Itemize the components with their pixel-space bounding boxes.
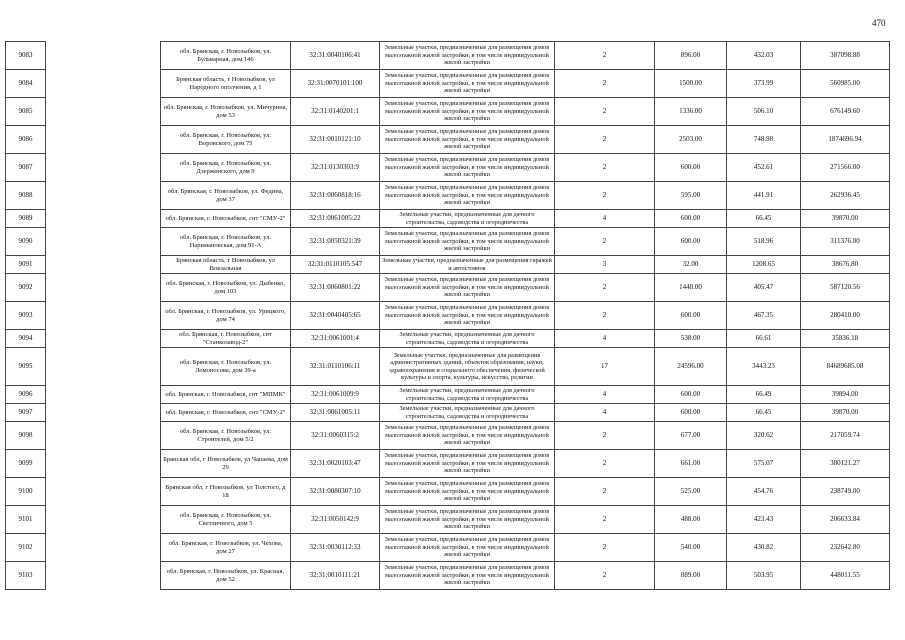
- spacer-cell: [46, 302, 161, 330]
- specific-value-cell: 66.49: [727, 386, 801, 404]
- land-use-cell: Земельные участки, предназначенные для размещения домов малоэтажной жилой застройки, в том числе индивидуальной жилой застройки: [380, 562, 555, 590]
- table-row: [6, 506, 890, 534]
- land-use-cell: Земельные участки, предназначенные для размещения домов малоэтажной жилой застройки, в том числе индивидуальной жилой застройки: [380, 302, 555, 330]
- use-group-cell: 4: [555, 330, 655, 348]
- row-number: 9087: [6, 154, 46, 182]
- cadastral-value-cell: 380121.27: [801, 450, 890, 478]
- row-number: 9092: [6, 274, 46, 302]
- spacer-cell: [46, 228, 161, 256]
- cadastral-value-cell: 560985.00: [801, 70, 890, 98]
- spacer-cell: [46, 42, 161, 70]
- row-number: 9100: [6, 478, 46, 506]
- address-cell: Брянская область, г Новозыбков, ул Вокзальная: [161, 256, 291, 274]
- use-group-cell: 2: [555, 506, 655, 534]
- cadastral-value-cell: 271566.00: [801, 154, 890, 182]
- specific-value-cell: 503.95: [727, 562, 801, 590]
- address-cell: Брянская обл, г Новозыбков, ул Толстого, д 18: [161, 478, 291, 506]
- use-group-cell: 4: [555, 386, 655, 404]
- use-group-cell: 2: [555, 422, 655, 450]
- cadastral-number-cell: 32:31:0140201:1: [291, 98, 380, 126]
- row-number: 9086: [6, 126, 46, 154]
- row-number: 9102: [6, 534, 46, 562]
- table-row: [6, 348, 890, 386]
- specific-value-cell: 430.82: [727, 534, 801, 562]
- specific-value-cell: 575.07: [727, 450, 801, 478]
- table-row: [6, 154, 890, 182]
- table-row: [6, 98, 890, 126]
- specific-value-cell: 432.03: [727, 42, 801, 70]
- cadastral-number-cell: 32:31:0061005:11: [291, 404, 380, 422]
- address-cell: Брянская обл, г Новозыбков, ул Чапаева, дом 29: [161, 450, 291, 478]
- cadastral-number-cell: 32:31:0080307:10: [291, 478, 380, 506]
- row-number: 9083: [6, 42, 46, 70]
- table-row: [6, 228, 890, 256]
- spacer-cell: [46, 534, 161, 562]
- address-cell: обл. Брянская, г. Новозыбков, ул. Строителей, дом 5/2: [161, 422, 291, 450]
- cadastral-number-cell: 32:31:0110105:547: [291, 256, 380, 274]
- area-cell: 1448.00: [655, 274, 727, 302]
- land-use-cell: Земельные участки, предназначенные для размещения домов малоэтажной жилой застройки, в том числе индивидуальной жилой застройки: [380, 506, 555, 534]
- area-cell: 677.00: [655, 422, 727, 450]
- cadastral-value-cell: 587120.56: [801, 274, 890, 302]
- row-number: 9097: [6, 404, 46, 422]
- use-group-cell: 2: [555, 302, 655, 330]
- cadastral-value-cell: 280410.00: [801, 302, 890, 330]
- spacer-cell: [46, 126, 161, 154]
- specific-value-cell: 748.98: [727, 126, 801, 154]
- table-row: [6, 562, 890, 590]
- spacer-cell: [46, 404, 161, 422]
- spacer-cell: [46, 450, 161, 478]
- cadastral-value-cell: 232642.80: [801, 534, 890, 562]
- specific-value-cell: 467.35: [727, 302, 801, 330]
- address-cell: обл. Брянская, г. Новозыбков, снт "МПМК": [161, 386, 291, 404]
- use-group-cell: 2: [555, 274, 655, 302]
- area-cell: 32.00: [655, 256, 727, 274]
- spacer-cell: [46, 98, 161, 126]
- land-use-cell: Земельные участки, предназначенные для дачного строительства, садоводства и огородничества: [380, 210, 555, 228]
- specific-value-cell: 441.91: [727, 182, 801, 210]
- table-row: [6, 210, 890, 228]
- table-row: [6, 330, 890, 348]
- cadastral-value-cell: 262936.45: [801, 182, 890, 210]
- area-cell: 600.00: [655, 154, 727, 182]
- land-use-cell: Земельные участки, предназначенные для размещения домов малоэтажной жилой застройки, в том числе индивидуальной жилой застройки: [380, 182, 555, 210]
- spacer-cell: [46, 330, 161, 348]
- land-use-cell: Земельные участки, предназначенные для размещения домов малоэтажной жилой застройки, в том числе индивидуальной жилой застройки: [380, 154, 555, 182]
- specific-value-cell: 518.96: [727, 228, 801, 256]
- area-cell: 600.00: [655, 404, 727, 422]
- cadastral-value-cell: 217059.74: [801, 422, 890, 450]
- land-use-cell: Земельные участки, предназначенные для размещения домов малоэтажной жилой застройки, в том числе индивидуальной жилой застройки: [380, 228, 555, 256]
- use-group-cell: 17: [555, 348, 655, 386]
- cadastral-number-cell: 32:31:0030112:33: [291, 534, 380, 562]
- use-group-cell: 2: [555, 562, 655, 590]
- area-cell: 600.00: [655, 386, 727, 404]
- specific-value-cell: 3443.23: [727, 348, 801, 386]
- table-row: [6, 274, 890, 302]
- specific-value-cell: 373.99: [727, 70, 801, 98]
- cadastral-value-cell: 311376.00: [801, 228, 890, 256]
- cadastral-value-cell: 448011.55: [801, 562, 890, 590]
- cadastral-number-cell: 32:31:0061005:22: [291, 210, 380, 228]
- spacer-cell: [46, 70, 161, 98]
- cadastral-number-cell: 32:31:0050321:39: [291, 228, 380, 256]
- land-use-cell: Земельные участки, предназначенные для размещения домов малоэтажной жилой застройки, в том числе индивидуальной жилой застройки: [380, 42, 555, 70]
- table-row: [6, 182, 890, 210]
- use-group-cell: 2: [555, 126, 655, 154]
- area-cell: 600.00: [655, 302, 727, 330]
- row-number: 9103: [6, 562, 46, 590]
- address-cell: обл. Брянская, г. Новозыбков, ул. Мичурина, дом 53: [161, 98, 291, 126]
- area-cell: 2503.00: [655, 126, 727, 154]
- row-number: 9098: [6, 422, 46, 450]
- table-row: [6, 70, 890, 98]
- land-use-cell: Земельные участки, предназначенные для размещения гаражей и автостоянок: [380, 256, 555, 274]
- table-row: [6, 256, 890, 274]
- area-cell: 540.00: [655, 534, 727, 562]
- cadastral-value-cell: 1874696.94: [801, 126, 890, 154]
- table-row: [6, 386, 890, 404]
- table-row: [6, 302, 890, 330]
- cadastral-value-cell: 206633.84: [801, 506, 890, 534]
- address-cell: обл. Брянская, г. Новозыбков, ул. Урицкого, дом 74: [161, 302, 291, 330]
- address-cell: обл. Брянская, г. Новозыбков, ул. Чехова, дом 27: [161, 534, 291, 562]
- use-group-cell: 2: [555, 182, 655, 210]
- table-row: [6, 126, 890, 154]
- specific-value-cell: 1208.65: [727, 256, 801, 274]
- cadastral-value-table: [5, 41, 890, 590]
- cadastral-value-cell: 39870.00: [801, 210, 890, 228]
- address-cell: обл. Брянская, г. Новозыбков, ул. Ломоносова, дом 39-а: [161, 348, 291, 386]
- land-use-cell: Земельные участки, предназначенные для дачного строительства, садоводства и огородничества: [380, 404, 555, 422]
- row-number: 9088: [6, 182, 46, 210]
- land-use-cell: Земельные участки, предназначенные для размещения домов малоэтажной жилой застройки, в том числе индивидуальной жилой застройки: [380, 450, 555, 478]
- row-number: 9089: [6, 210, 46, 228]
- area-cell: 600.00: [655, 210, 727, 228]
- area-cell: 1500.00: [655, 70, 727, 98]
- cadastral-number-cell: 32:31:0061001:4: [291, 330, 380, 348]
- use-group-cell: 2: [555, 478, 655, 506]
- address-cell: обл. Брянская, г. Новозыбков, ул. Бульварная, дом 146: [161, 42, 291, 70]
- spacer-cell: [46, 274, 161, 302]
- spacer-cell: [46, 210, 161, 228]
- land-use-cell: Земельные участки, предназначенные для размещения административных зданий, объектов образования, науки, здравоохранения и социального обеспечения, физической культуры и спорта, культуры, искусства, религии: [380, 348, 555, 386]
- cadastral-value-cell: 676149.60: [801, 98, 890, 126]
- use-group-cell: 2: [555, 534, 655, 562]
- land-use-cell: Земельные участки, предназначенные для размещения домов малоэтажной жилой застройки, в том числе индивидуальной жилой застройки: [380, 126, 555, 154]
- spacer-cell: [46, 256, 161, 274]
- specific-value-cell: 320.62: [727, 422, 801, 450]
- land-use-cell: Земельные участки, предназначенные для размещения домов малоэтажной жилой застройки, в том числе индивидуальной жилой застройки: [380, 274, 555, 302]
- row-number: 9091: [6, 256, 46, 274]
- address-cell: обл. Брянская, г. Новозыбков, ул. Воровского, дом 75: [161, 126, 291, 154]
- table-row: [6, 450, 890, 478]
- specific-value-cell: 452.61: [727, 154, 801, 182]
- cadastral-number-cell: 32:31:0061009:9: [291, 386, 380, 404]
- table-row: [6, 478, 890, 506]
- specific-value-cell: 454.76: [727, 478, 801, 506]
- land-use-cell: Земельные участки, предназначенные для дачного строительства, садоводства и огородничества: [380, 386, 555, 404]
- cadastral-number-cell: 32:31:0070101:100: [291, 70, 380, 98]
- table-row: [6, 42, 890, 70]
- cadastral-number-cell: 32:31:0110106:11: [291, 348, 380, 386]
- row-number: 9095: [6, 348, 46, 386]
- area-cell: 896.00: [655, 42, 727, 70]
- address-cell: обл. Брянская, г. Новозыбков, ул. Наримановская, дом 91-А: [161, 228, 291, 256]
- row-number: 9085: [6, 98, 46, 126]
- cadastral-number-cell: 32:31:0050142:9: [291, 506, 380, 534]
- use-group-cell: 2: [555, 228, 655, 256]
- cadastral-number-cell: 32:31:0060818:16: [291, 182, 380, 210]
- spacer-cell: [46, 506, 161, 534]
- cadastral-number-cell: 32:31:0060315:2: [291, 422, 380, 450]
- specific-value-cell: 66.45: [727, 404, 801, 422]
- use-group-cell: 2: [555, 450, 655, 478]
- spacer-cell: [46, 422, 161, 450]
- row-number: 9084: [6, 70, 46, 98]
- cadastral-value-cell: 238749.00: [801, 478, 890, 506]
- address-cell: Брянская область, г Новозыбков, ул Народного ополчения, д 1: [161, 70, 291, 98]
- address-cell: обл. Брянская, г. Новозыбков, ул. Красная, дом 52: [161, 562, 291, 590]
- cadastral-number-cell: 32:31:0130303:9: [291, 154, 380, 182]
- land-use-cell: Земельные участки, предназначенные для размещения домов малоэтажной жилой застройки, в том числе индивидуальной жилой застройки: [380, 70, 555, 98]
- specific-value-cell: 66.61: [727, 330, 801, 348]
- cadastral-value-cell: 39870.00: [801, 404, 890, 422]
- table-body: [6, 42, 890, 590]
- table-row: [6, 422, 890, 450]
- specific-value-cell: 423.43: [727, 506, 801, 534]
- area-cell: 661.00: [655, 450, 727, 478]
- specific-value-cell: 405.47: [727, 274, 801, 302]
- use-group-cell: 3: [555, 256, 655, 274]
- cadastral-number-cell: 32:31:0010121:10: [291, 126, 380, 154]
- address-cell: обл. Брянская, г. Новозыбков, снт "Станкозавод-2": [161, 330, 291, 348]
- spacer-cell: [46, 478, 161, 506]
- cadastral-value-cell: 84689685.08: [801, 348, 890, 386]
- area-cell: 488.00: [655, 506, 727, 534]
- land-use-cell: Земельные участки, предназначенные для дачного строительства, садоводства и огородничества: [380, 330, 555, 348]
- area-cell: 24596.00: [655, 348, 727, 386]
- spacer-cell: [46, 182, 161, 210]
- row-number: 9096: [6, 386, 46, 404]
- row-number: 9090: [6, 228, 46, 256]
- cadastral-value-cell: 387098.88: [801, 42, 890, 70]
- specific-value-cell: 66.45: [727, 210, 801, 228]
- row-number: 9093: [6, 302, 46, 330]
- land-use-cell: Земельные участки, предназначенные для размещения домов малоэтажной жилой застройки, в том числе индивидуальной жилой застройки: [380, 534, 555, 562]
- use-group-cell: 2: [555, 70, 655, 98]
- use-group-cell: 2: [555, 154, 655, 182]
- row-number: 9101: [6, 506, 46, 534]
- specific-value-cell: 506.10: [727, 98, 801, 126]
- area-cell: 595.00: [655, 182, 727, 210]
- address-cell: обл. Брянская, г. Новозыбков, ул. Светличного, дом 5: [161, 506, 291, 534]
- area-cell: 1336.00: [655, 98, 727, 126]
- cadastral-number-cell: 32:31:0020103:47: [291, 450, 380, 478]
- area-cell: 525.00: [655, 478, 727, 506]
- spacer-cell: [46, 386, 161, 404]
- spacer-cell: [46, 348, 161, 386]
- spacer-cell: [46, 154, 161, 182]
- area-cell: 600.00: [655, 228, 727, 256]
- address-cell: обл. Брянская, г. Новозыбков, ул. Федина, дом 37: [161, 182, 291, 210]
- address-cell: обл. Брянская, г. Новозыбков, ул. Дзержинского, дом 9: [161, 154, 291, 182]
- use-group-cell: 2: [555, 98, 655, 126]
- page-number: 470: [872, 18, 886, 28]
- cadastral-number-cell: 32:31:0060801:22: [291, 274, 380, 302]
- address-cell: обл. Брянская, г. Новозыбков, ул. Дыбенко, дом 103: [161, 274, 291, 302]
- row-number: 9094: [6, 330, 46, 348]
- cadastral-number-cell: 32:31:0040405:65: [291, 302, 380, 330]
- land-use-cell: Земельные участки, предназначенные для размещения домов малоэтажной жилой застройки, в том числе индивидуальной жилой застройки: [380, 98, 555, 126]
- cadastral-value-cell: 39894.00: [801, 386, 890, 404]
- use-group-cell: 2: [555, 42, 655, 70]
- land-use-cell: Земельные участки, предназначенные для размещения домов малоэтажной жилой застройки, в том числе индивидуальной жилой застройки: [380, 422, 555, 450]
- cadastral-number-cell: 32:31:0040106:41: [291, 42, 380, 70]
- cadastral-value-cell: 35836.18: [801, 330, 890, 348]
- use-group-cell: 4: [555, 404, 655, 422]
- cadastral-number-cell: 32:31:0010111:21: [291, 562, 380, 590]
- use-group-cell: 4: [555, 210, 655, 228]
- area-cell: 889.00: [655, 562, 727, 590]
- address-cell: обл. Брянская, г. Новозыбков, снт "СМУ-2": [161, 210, 291, 228]
- cadastral-value-cell: 38676.80: [801, 256, 890, 274]
- row-number: 9099: [6, 450, 46, 478]
- area-cell: 538.00: [655, 330, 727, 348]
- land-use-cell: Земельные участки, предназначенные для размещения домов малоэтажной жилой застройки, в том числе индивидуальной жилой застройки: [380, 478, 555, 506]
- spacer-cell: [46, 562, 161, 590]
- table-row: [6, 404, 890, 422]
- table-row: [6, 534, 890, 562]
- address-cell: обл. Брянская, г. Новозыбков, снт "СМУ-2": [161, 404, 291, 422]
